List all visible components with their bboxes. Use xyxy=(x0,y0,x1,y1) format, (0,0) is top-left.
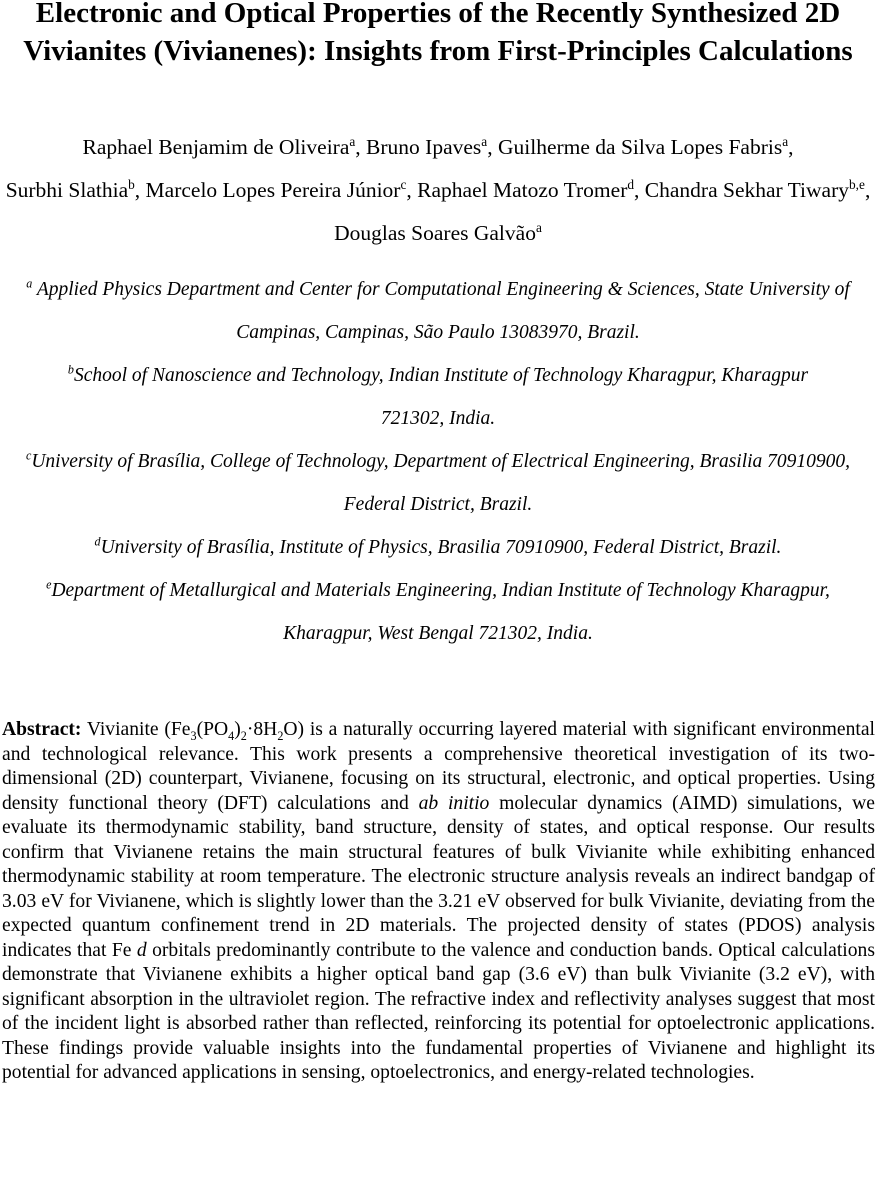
abstract-label: Abstract: xyxy=(2,719,82,740)
abstract: Abstract: Vivianite $(Fe_3(PO_4)_2\cdot 8H_2O)$ is a naturally occurring layered material with significant environmental and technological relevance. This work presents a comprehensive theoretical investigation of its two-dimensional (2D) counterpart, Vivianene, focusing on its structural, electronic, and optical properties. Using density functional theory (DFT) calculations and ab initio molecular dynamics (AIMD) simulations, we evaluate its thermodynamic stability, band structure, density of states, and optical response. Our results confirm that Vivianene retains the main structural features of bulk Vivianite while exhibiting enhanced thermodynamic stability at room temperature. The electronic structure analysis reveals an indirect bandgap of 3.03 eV for Vivianene, which is slightly lower than the 3.21 eV observed for bulk Vivianite, deviating from the expected quantum confinement trend in 2D materials. The projected density of states (PDOS) analysis indicates that Fe d orbitals predominantly contribute to the valence and conduction bands. Optical calculations demonstrate that Vivianene exhibits a higher optical band gap (3.6 eV) than bulk Vivianite (3.2 eV), with significant absorption in the ultraviolet region. The refractive index and reflectivity analyses suggest that most of the incident light is absorbed rather than reflected, reinforcing its potential for optoelectronic applications. These findings provide valuable insights into the fundamental properties of Vivianene and highlight its potential for advanced applications in sensing, optoelectronics, and energy-related technologies. xyxy=(2,719,875,1083)
author: Marcelo Lopes Pereira Júnior$^c$ xyxy=(145,176,407,202)
affiliation: $^b$School of Nanoscience and Technology, Indian Institute of Technology Kharagpur, Kharagpur 721302, India. xyxy=(67,362,809,429)
affiliation: $^d$University of Brasília, Institute of Physics, Brasilia 70910900, Federal District, Brazil. xyxy=(94,534,782,558)
author: Douglas Soares Galvão$^a$ xyxy=(334,219,542,245)
author: Bruno Ipaves$^a$ xyxy=(366,133,488,159)
author: Guilherme da Silva Lopes Fabris$^a$ xyxy=(497,133,789,159)
affiliation: $^c$University of Brasília, College of Technology, Department of Electrical Engineering, Brasilia 70910900, Federal District, Brazil. xyxy=(25,448,851,515)
affiliation: $^a$ Applied Physics Department and Center for Computational Engineering & Sciences, State University of Campinas, Campinas, São Paulo 13083970, Brazil. xyxy=(26,276,850,343)
affiliation-list xyxy=(0,268,876,655)
author: Raphael Benjamim de Oliveira$^a$ xyxy=(82,133,356,159)
chemical-formula: $Fe_3(PO_4)_2\cdot 8H_2O$ xyxy=(170,719,298,743)
author: Surbhi Slathia$^b$ xyxy=(5,176,135,202)
paper-title: Electronic and Optical Properties of the Recently Synthesized 2D Vivianites (Vivianenes): Insights from First-Principles Calculations xyxy=(23,0,853,67)
affiliation: $^e$Department of Metallurgical and Materials Engineering, Indian Institute of Technology Kharagpur, Kharagpur, West Bengal 721302, India. xyxy=(46,577,830,644)
author: Chandra Sekhar Tiwary$^{b,e}$ xyxy=(644,176,865,202)
author-list: Raphael Benjamim de Oliveira$^a$, Bruno Ipaves$^a$, Guilherme da Silva Lopes Fabris$^a$, Surbhi Slathia$^b$, Marcelo Lopes Pereira Júnior$^c$, Raphael Matozo Tromer$^d$, Chandra Sekhar Tiwary$^{b,e}$, Douglas Soares Galvão$^a$ xyxy=(5,133,871,245)
author: Raphael Matozo Tromer$^d$ xyxy=(417,176,635,202)
